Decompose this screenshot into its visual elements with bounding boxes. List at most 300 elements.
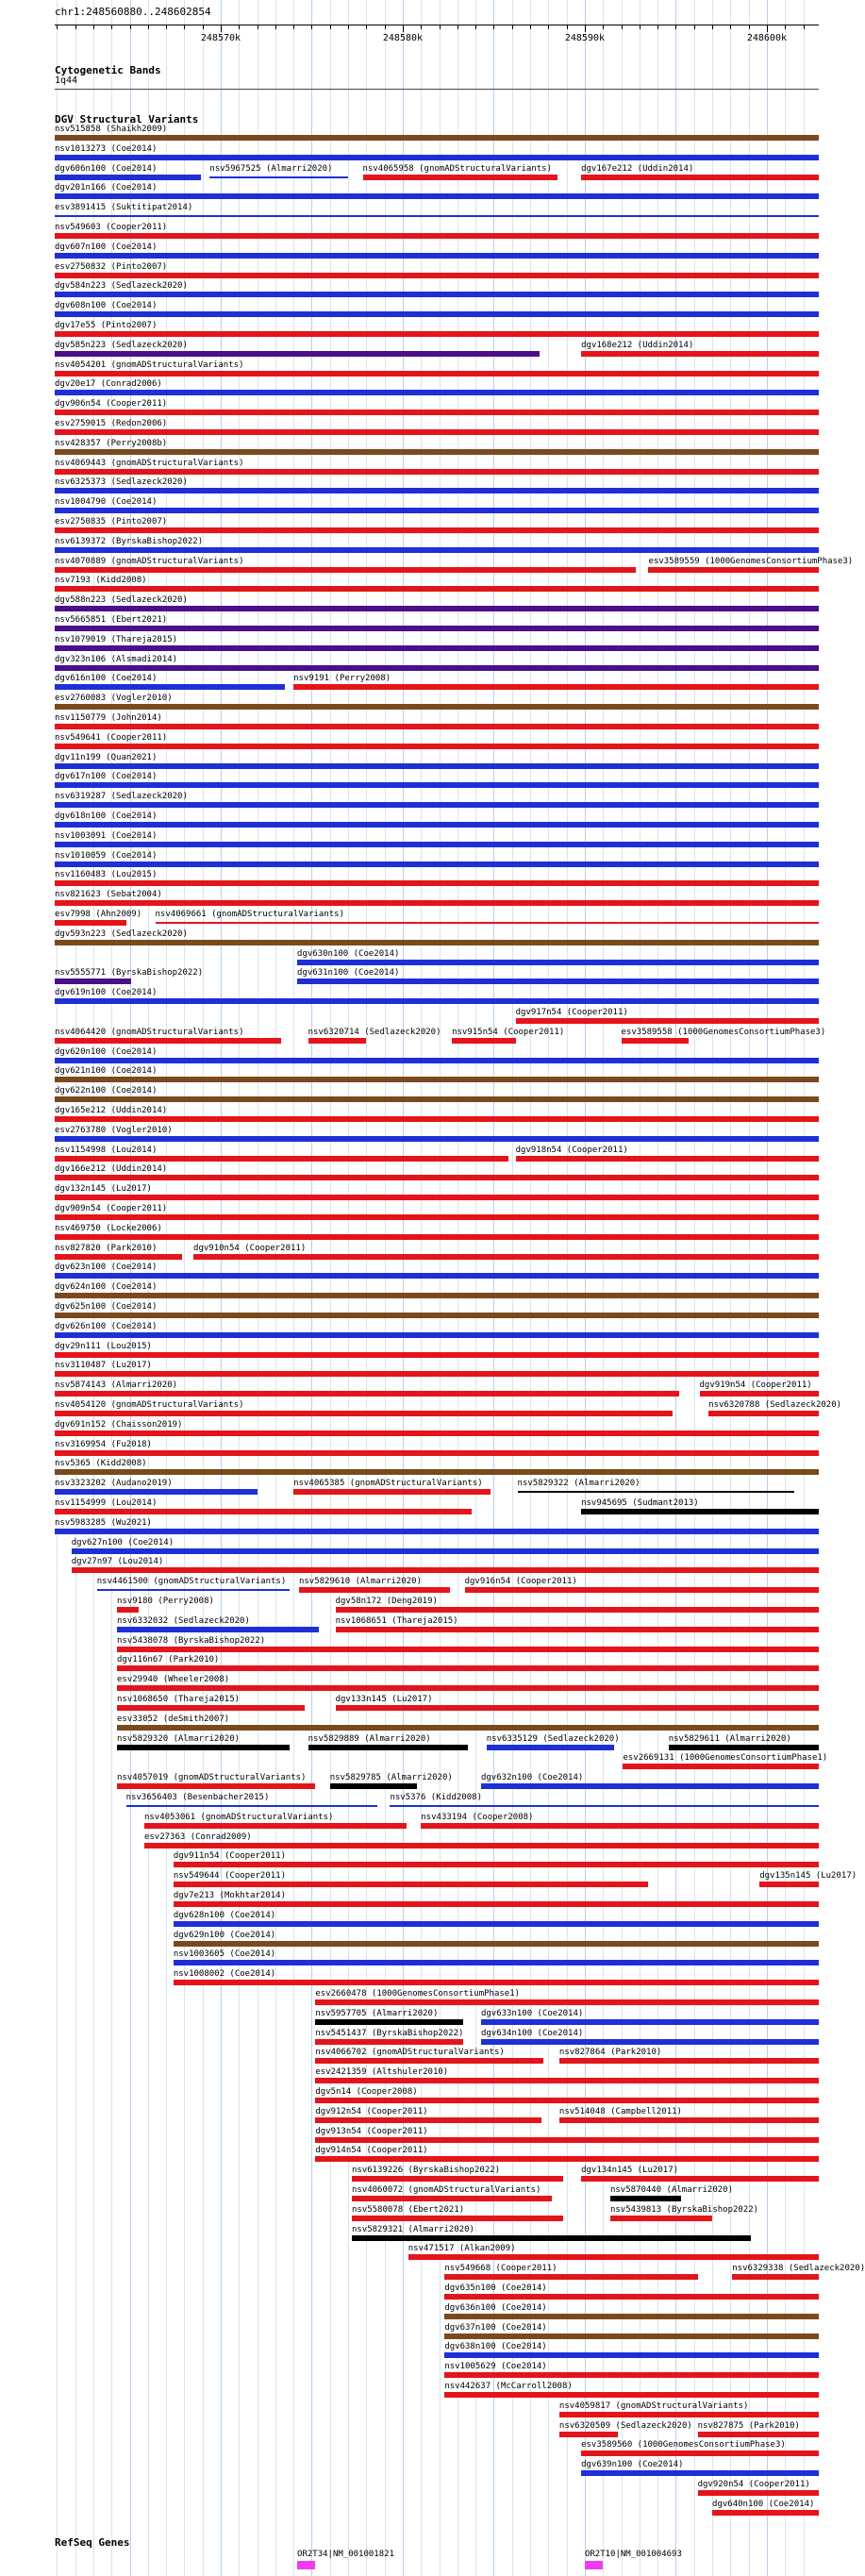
sv-feature-bar[interactable]	[481, 2039, 819, 2045]
ruler-tick	[166, 25, 167, 29]
sv-feature-label: dgv627n100 (Coe2014)	[71, 1537, 175, 1547]
sv-feature-bar[interactable]	[55, 527, 819, 533]
sv-feature-bar[interactable]	[55, 1430, 819, 1436]
sv-feature-label: nsv5957705 (Almarri2020)	[315, 2008, 439, 2018]
grid-line	[203, 0, 204, 2576]
sv-feature-label: dgv639n100 (Coe2014)	[581, 2460, 684, 2470]
sv-feature-label: nsv4053061 (gnomADStructuralVariants)	[143, 1812, 334, 1822]
sv-feature-label: nsv1005629 (Coe2014)	[444, 2362, 547, 2372]
sv-feature-label: nsv6320788 (Sedlazeck2020)	[708, 1400, 842, 1410]
sv-feature-label: nsv471517 (Alkan2009)	[408, 2244, 516, 2254]
sv-feature-bar[interactable]	[444, 2294, 819, 2300]
sv-feature-label: dgv165e212 (Uddin2014)	[55, 1106, 168, 1115]
sv-feature-bar[interactable]	[55, 1214, 819, 1220]
sv-feature-bar[interactable]	[55, 331, 819, 337]
sv-feature-label: dgv630n100 (Coe2014)	[297, 948, 400, 959]
sv-feature-label: dgv606n100 (Coe2014)	[55, 163, 158, 174]
sv-feature-label: nsv5365 (Kidd2008)	[55, 1459, 147, 1469]
sv-feature-label: nsv1013273 (Coe2014)	[55, 143, 158, 154]
sv-feature-bar[interactable]	[55, 861, 819, 867]
sv-feature-bar[interactable]	[352, 2196, 552, 2201]
sv-feature-bar[interactable]	[55, 233, 819, 239]
sv-feature-bar[interactable]	[293, 1489, 490, 1495]
sv-feature-bar[interactable]	[315, 2019, 462, 2025]
sv-feature-bar[interactable]	[487, 1745, 614, 1750]
sv-feature-bar[interactable]	[336, 1607, 819, 1613]
sv-feature-bar[interactable]	[55, 724, 819, 729]
sv-feature-label: nsv4069661 (gnomADStructuralVariants)	[155, 910, 344, 919]
sv-feature-bar[interactable]	[581, 2451, 819, 2456]
grid-line	[239, 0, 240, 2576]
sv-feature-bar[interactable]	[444, 2372, 819, 2378]
sv-feature-bar[interactable]	[481, 1783, 819, 1789]
sv-feature-bar[interactable]	[408, 2254, 819, 2260]
gene-bar[interactable]	[585, 2561, 603, 2569]
sv-feature-bar[interactable]	[117, 1783, 315, 1789]
sv-feature-bar[interactable]	[117, 1745, 290, 1750]
grid-line	[184, 0, 185, 2576]
sv-feature-label: nsv6319287 (Sedlazeck2020)	[55, 792, 188, 802]
sv-feature-bar[interactable]	[55, 940, 819, 945]
sv-feature-bar[interactable]	[55, 488, 819, 493]
sv-feature-bar[interactable]	[581, 175, 819, 180]
sv-feature-label: nsv3169954 (Fu2018)	[55, 1439, 152, 1449]
sv-feature-bar[interactable]	[581, 2470, 819, 2476]
sv-feature-label: dgv906n54 (Cooper2011)	[55, 399, 168, 410]
sv-feature-bar[interactable]	[559, 2432, 618, 2437]
sv-feature-bar[interactable]	[97, 1589, 291, 1591]
sv-feature-label: nsv4059817 (gnomADStructuralVariants)	[558, 2400, 749, 2411]
cytoband-divider	[55, 89, 819, 90]
sv-feature-bar[interactable]	[126, 1805, 377, 1807]
sv-feature-label: dgv640n100 (Coe2014)	[712, 2499, 815, 2509]
sv-feature-label: dgv916n54 (Cooper2011)	[464, 1577, 577, 1587]
sv-feature-label: dgv633n100 (Coe2014)	[480, 2008, 584, 2018]
sv-feature-label: dgv29n111 (Lou2015)	[55, 1341, 152, 1351]
sv-feature-bar[interactable]	[55, 371, 819, 376]
sv-feature-bar[interactable]	[315, 2058, 542, 2064]
sv-feature-bar[interactable]	[193, 1254, 819, 1260]
sv-feature-label: nsv469750 (Locke2006)	[55, 1223, 162, 1233]
gene-label: OR2T34|NM_001001821	[297, 2550, 394, 2559]
sv-feature-bar[interactable]	[55, 920, 126, 926]
sv-feature-bar[interactable]	[55, 1175, 819, 1180]
sv-feature-bar[interactable]	[174, 1960, 819, 1965]
ruler-tick	[93, 25, 94, 29]
sv-feature-label: esv3589559 (1000GenomesConsortiumPhase3)	[648, 556, 854, 566]
sv-feature-bar[interactable]	[581, 351, 819, 357]
sv-feature-label: esv2763780 (Vogler2010)	[55, 1125, 173, 1135]
sv-feature-bar[interactable]	[55, 645, 819, 651]
sv-feature-bar[interactable]	[55, 1234, 819, 1240]
sv-feature-bar[interactable]	[72, 1548, 819, 1554]
sv-feature-bar[interactable]	[55, 763, 819, 769]
sv-feature-bar[interactable]	[712, 2510, 819, 2516]
ruler-tick	[57, 25, 58, 29]
sv-feature-bar[interactable]	[55, 253, 819, 259]
sv-feature-bar[interactable]	[55, 273, 819, 278]
sv-feature-bar[interactable]	[55, 1136, 819, 1142]
sv-feature-label: nsv549603 (Cooper2011)	[55, 223, 168, 232]
ruler-tick	[275, 25, 276, 29]
ruler-tick	[457, 25, 458, 29]
sv-feature-label: nsv5580078 (Ebert2021)	[351, 2204, 465, 2215]
refseq-track-title: RefSeq Genes	[55, 2536, 130, 2549]
sv-feature-label: nsv1003091 (Coe2014)	[55, 830, 158, 841]
sv-feature-bar[interactable]	[559, 2412, 819, 2417]
sv-feature-bar[interactable]	[315, 2078, 819, 2083]
sv-feature-bar[interactable]	[55, 606, 819, 611]
sv-feature-bar[interactable]	[732, 2274, 819, 2280]
sv-feature-bar[interactable]	[55, 1058, 819, 1063]
ruler-tick	[111, 25, 112, 29]
sv-feature-label: dgv588n223 (Sedlazeck2020)	[55, 595, 188, 606]
sv-feature-bar[interactable]	[55, 175, 201, 180]
sv-feature-bar[interactable]	[648, 567, 819, 573]
sv-feature-label: esv3589558 (1000GenomesConsortiumPhase3)	[621, 1027, 826, 1037]
sv-feature-bar[interactable]	[55, 351, 540, 357]
sv-feature-bar[interactable]	[55, 1313, 819, 1318]
sv-feature-label: nsv5451437 (ByrskaBishop2022)	[315, 2028, 464, 2038]
sv-feature-bar[interactable]	[698, 2490, 819, 2496]
sv-feature-bar[interactable]	[516, 1156, 819, 1162]
sv-feature-label: nsv1160483 (Lou2015)	[55, 870, 158, 880]
sv-feature-bar[interactable]	[174, 1941, 819, 1947]
sv-feature-bar[interactable]	[117, 1725, 819, 1731]
sv-feature-label: nsv1154999 (Lou2014)	[55, 1498, 158, 1508]
sv-feature-bar[interactable]	[336, 1627, 819, 1632]
sv-feature-bar[interactable]	[559, 2117, 819, 2123]
sv-feature-label: dgv620n100 (Coe2014)	[55, 1046, 158, 1057]
sv-feature-bar[interactable]	[55, 744, 819, 749]
sv-feature-label: esv29940 (Wheeler2008)	[116, 1675, 230, 1685]
grid-line	[804, 0, 805, 2576]
sv-feature-bar[interactable]	[308, 1038, 367, 1044]
sv-feature-label: dgv913n54 (Cooper2011)	[315, 2126, 428, 2136]
sv-feature-label: dgv625n100 (Coe2014)	[55, 1302, 158, 1312]
sv-feature-bar[interactable]	[55, 215, 819, 217]
sv-feature-bar[interactable]	[55, 292, 819, 297]
sv-feature-label: nsv827864 (Park2010)	[558, 2048, 662, 2058]
ruler-tick	[622, 25, 623, 29]
sv-feature-bar[interactable]	[336, 1705, 819, 1711]
ruler-tick	[567, 25, 568, 29]
sv-feature-label: nsv4070889 (gnomADStructuralVariants)	[55, 556, 244, 566]
sv-feature-bar[interactable]	[55, 1077, 819, 1082]
sv-feature-bar[interactable]	[55, 684, 285, 690]
sv-feature-label: nsv4065958 (gnomADStructuralVariants)	[362, 163, 552, 174]
sv-feature-bar[interactable]	[708, 1411, 819, 1416]
sv-feature-bar[interactable]	[55, 586, 819, 592]
sv-feature-bar[interactable]	[55, 626, 819, 631]
sv-feature-bar[interactable]	[55, 782, 819, 788]
sv-feature-label: nsv1079019 (Thareja2015)	[55, 634, 178, 644]
sv-feature-bar[interactable]	[315, 2156, 819, 2162]
sv-feature-bar[interactable]	[55, 567, 636, 573]
ruler-tick	[675, 25, 676, 29]
sv-feature-label: nsv4054201 (gnomADStructuralVariants)	[55, 360, 244, 370]
sv-feature-bar[interactable]	[559, 2058, 819, 2064]
sv-feature-label: esv2421359 (Altshuler2010)	[315, 2067, 449, 2078]
sv-feature-label: nsv514048 (Campbell2011)	[558, 2106, 682, 2116]
sv-feature-bar[interactable]	[55, 1096, 819, 1102]
sv-feature-bar[interactable]	[55, 665, 819, 671]
sv-feature-bar[interactable]	[698, 2432, 819, 2437]
sv-feature-bar[interactable]	[174, 1980, 819, 1985]
sv-feature-label: dgv17e55 (Pinto2007)	[55, 321, 158, 330]
sv-feature-bar[interactable]	[352, 2235, 751, 2241]
sv-feature-label: dgv637n100 (Coe2014)	[444, 2322, 547, 2333]
sv-feature-bar[interactable]	[759, 1882, 819, 1887]
sv-feature-label: nsv5829320 (Almarri2020)	[116, 1733, 241, 1744]
sv-feature-label: dgv132n145 (Lu2017)	[55, 1184, 152, 1195]
sv-feature-bar[interactable]	[610, 2196, 681, 2201]
sv-feature-label: dgv910n54 (Cooper2011)	[193, 1243, 307, 1253]
sv-feature-bar[interactable]	[55, 390, 819, 395]
sv-feature-bar[interactable]	[315, 2098, 819, 2103]
sv-feature-label: nsv5967525 (Almarri2020)	[209, 163, 333, 174]
sv-feature-bar[interactable]	[117, 1665, 819, 1671]
sv-feature-label: nsv3323202 (Audano2019)	[55, 1479, 173, 1489]
sv-feature-bar[interactable]	[55, 802, 819, 808]
sv-feature-bar[interactable]	[55, 1469, 819, 1475]
sv-feature-label: dgv618n100 (Coe2014)	[55, 811, 158, 821]
sv-feature-bar[interactable]	[55, 1509, 472, 1514]
sv-feature-bar[interactable]	[297, 960, 819, 965]
sv-feature-bar[interactable]	[55, 842, 819, 847]
sv-feature-bar[interactable]	[444, 2274, 697, 2280]
sv-feature-bar[interactable]	[144, 1823, 407, 1829]
sv-feature-label: nsv4054120 (gnomADStructuralVariants)	[55, 1400, 244, 1410]
sv-feature-bar[interactable]	[352, 2176, 563, 2182]
sv-feature-bar[interactable]	[581, 2176, 819, 2182]
sv-feature-bar[interactable]	[55, 1156, 508, 1162]
sv-feature-bar[interactable]	[55, 704, 819, 710]
sv-feature-bar[interactable]	[174, 1901, 819, 1907]
sv-feature-bar[interactable]	[55, 135, 819, 141]
sv-feature-bar[interactable]	[363, 175, 557, 180]
sv-feature-bar[interactable]	[55, 410, 819, 415]
sv-feature-label: nsv549668 (Cooper2011)	[444, 2264, 557, 2274]
sv-feature-bar[interactable]	[444, 2314, 819, 2319]
grid-line	[603, 0, 604, 2576]
sv-feature-label: esv2759015 (Redon2006)	[55, 419, 168, 428]
sv-feature-label: nsv6320509 (Sedlazeck2020)	[558, 2420, 692, 2431]
ruler-tick	[548, 25, 549, 29]
sv-feature-bar[interactable]	[444, 2392, 819, 2398]
sv-feature-bar[interactable]	[293, 684, 819, 690]
sv-feature-label: nsv1010059 (Coe2014)	[55, 850, 158, 861]
sv-feature-label: dgv919n54 (Cooper2011)	[699, 1380, 812, 1391]
sv-feature-label: esv2750835 (Pinto2007)	[55, 517, 168, 527]
sv-feature-bar[interactable]	[315, 2137, 819, 2143]
ruler-tick	[804, 25, 805, 29]
sv-feature-bar[interactable]	[444, 2333, 819, 2339]
sv-feature-bar[interactable]	[623, 1764, 819, 1769]
sv-feature-label: dgv920n54 (Cooper2011)	[697, 2480, 810, 2489]
sv-feature-label: nsv1068651 (Thareja2015)	[335, 1615, 458, 1626]
sv-feature-label: dgv201n166 (Coe2014)	[55, 183, 158, 193]
ruler-tick	[512, 25, 513, 29]
sv-feature-label: esv2660478 (1000GenomesConsortiumPhase1)	[315, 1989, 521, 1999]
ruler-tick	[585, 25, 586, 32]
sv-feature-bar[interactable]	[516, 1018, 819, 1024]
sv-feature-label: dgv691n152 (Chaisson2019)	[55, 1419, 183, 1430]
sv-feature-label: dgv58n172 (Deng2019)	[335, 1597, 438, 1606]
ruler-tick	[730, 25, 731, 29]
sv-feature-label: nsv827820 (Park2010)	[55, 1243, 158, 1253]
ruler-tick-label: 248570k	[200, 33, 241, 43]
sv-feature-label: esv2760083 (Vogler2010)	[55, 694, 173, 704]
sv-feature-label: dgv918n54 (Cooper2011)	[515, 1145, 628, 1155]
sv-feature-bar[interactable]	[610, 2216, 712, 2221]
sv-feature-bar[interactable]	[55, 900, 819, 906]
coordinate-ruler	[55, 25, 819, 53]
sv-feature-label: nsv9180 (Perry2008)	[116, 1597, 214, 1606]
sv-feature-bar[interactable]	[55, 1391, 679, 1397]
sv-feature-bar[interactable]	[117, 1647, 819, 1652]
sv-feature-bar[interactable]	[55, 1293, 819, 1298]
sv-feature-label: nsv5829321 (Almarri2020)	[351, 2224, 474, 2234]
sv-feature-label: dgv624n100 (Coe2014)	[55, 1282, 158, 1293]
sv-feature-bar[interactable]	[669, 1745, 819, 1750]
sv-feature-bar[interactable]	[518, 1491, 794, 1493]
sv-feature-label: nsv442637 (McCarroll2008)	[444, 2382, 573, 2391]
sv-feature-label: nsv827875 (Park2010)	[697, 2420, 800, 2431]
sv-feature-bar[interactable]	[209, 176, 348, 178]
sv-feature-label: nsv5829611 (Almarri2020)	[668, 1733, 791, 1744]
sv-feature-label: dgv5n14 (Cooper2008)	[315, 2087, 418, 2097]
sv-feature-label: nsv6320714 (Sedlazeck2020)	[308, 1027, 441, 1037]
sv-feature-bar[interactable]	[55, 998, 819, 1004]
sv-feature-bar[interactable]	[55, 822, 819, 828]
sv-feature-bar[interactable]	[117, 1607, 139, 1613]
sv-feature-bar[interactable]	[55, 1038, 281, 1044]
sv-feature-bar[interactable]	[352, 2216, 563, 2221]
sv-feature-bar[interactable]	[297, 979, 819, 984]
sv-feature-bar[interactable]	[55, 1254, 182, 1260]
sv-feature-label: nsv6325373 (Sedlazeck2020)	[55, 477, 188, 488]
sv-feature-label: nsv5829785 (Almarri2020)	[329, 1773, 453, 1783]
sv-feature-bar[interactable]	[55, 1273, 819, 1279]
sv-feature-bar[interactable]	[444, 2352, 819, 2358]
sv-feature-bar[interactable]	[700, 1391, 819, 1397]
sv-feature-label: dgv914n54 (Cooper2011)	[315, 2146, 428, 2156]
sv-feature-label: dgv635n100 (Coe2014)	[444, 2283, 547, 2293]
sv-feature-label: dgv912n54 (Cooper2011)	[315, 2106, 428, 2116]
ruler-tick	[785, 25, 786, 29]
sv-feature-bar[interactable]	[581, 1509, 819, 1514]
sv-feature-label: nsv4065385 (gnomADStructuralVariants)	[293, 1479, 483, 1489]
sv-feature-bar[interactable]	[55, 449, 819, 455]
sv-feature-bar[interactable]	[55, 1489, 258, 1495]
location-label: chr1:248560880..248602854	[55, 6, 211, 18]
sv-feature-bar[interactable]	[390, 1805, 819, 1807]
sv-feature-label: dgv629n100 (Coe2014)	[173, 1930, 276, 1940]
sv-feature-label: esv33052 (deSmith2007)	[116, 1714, 230, 1724]
sv-feature-bar[interactable]	[315, 2039, 462, 2045]
sv-feature-bar[interactable]	[622, 1038, 689, 1044]
sv-feature-label: nsv4066702 (gnomADStructuralVariants)	[315, 2048, 505, 2058]
sv-feature-bar[interactable]	[55, 1352, 819, 1358]
sv-feature-bar[interactable]	[55, 193, 819, 199]
sv-feature-bar[interactable]	[330, 1783, 418, 1789]
ruler-tick	[475, 25, 476, 29]
sv-feature-label: dgv616n100 (Coe2014)	[55, 674, 158, 684]
sv-feature-bar[interactable]	[55, 1529, 819, 1534]
sv-feature-bar[interactable]	[72, 1567, 819, 1573]
sv-feature-bar[interactable]	[174, 1921, 819, 1927]
sv-feature-bar[interactable]	[144, 1843, 819, 1848]
sv-feature-bar[interactable]	[55, 979, 131, 984]
sv-feature-bar[interactable]	[55, 155, 819, 160]
sv-feature-label: dgv134n145 (Lu2017)	[581, 2166, 679, 2176]
sv-feature-bar[interactable]	[465, 1587, 819, 1593]
sv-feature-bar[interactable]	[174, 1862, 819, 1867]
sv-feature-bar[interactable]	[299, 1587, 450, 1593]
sv-feature-label: dgv909n54 (Cooper2011)	[55, 1204, 168, 1213]
sv-feature-label: esv7998 (Ahn2009)	[55, 910, 142, 919]
sv-feature-label: nsv549641 (Cooper2011)	[55, 732, 168, 743]
sv-feature-bar[interactable]	[55, 1371, 819, 1377]
ruler-tick-label: 248590k	[564, 33, 606, 43]
sv-feature-bar[interactable]	[55, 1332, 819, 1338]
sv-feature-bar[interactable]	[55, 1195, 819, 1200]
sv-feature-bar[interactable]	[55, 311, 819, 317]
sv-feature-bar[interactable]	[117, 1705, 305, 1711]
dgv-track-title: DGV Structural Variants	[55, 113, 199, 125]
sv-feature-bar[interactable]	[55, 508, 819, 513]
sv-feature-bar[interactable]	[117, 1627, 319, 1632]
sv-feature-label: nsv6332032 (Sedlazeck2020)	[116, 1615, 250, 1626]
sv-feature-bar[interactable]	[55, 547, 819, 553]
sv-feature-label: nsv5376 (Kidd2008)	[390, 1793, 482, 1802]
sv-feature-label: nsv433194 (Cooper2008)	[421, 1812, 534, 1822]
sv-feature-bar[interactable]	[421, 1823, 819, 1829]
sv-feature-label: dgv166e212 (Uddin2014)	[55, 1164, 168, 1175]
sv-feature-bar[interactable]	[55, 1411, 673, 1416]
sv-feature-bar[interactable]	[315, 2117, 541, 2123]
grid-line	[275, 0, 276, 2576]
grid-line	[548, 0, 549, 2576]
sv-feature-bar[interactable]	[55, 1116, 819, 1122]
sv-feature-bar[interactable]	[55, 880, 819, 886]
sv-feature-bar[interactable]	[308, 1745, 469, 1750]
gene-label: OR2T10|NM_001004693	[584, 2550, 682, 2559]
sv-feature-label: nsv5438078 (ByrskaBishop2022)	[116, 1635, 266, 1646]
sv-feature-label: dgv135n145 (Lu2017)	[759, 1871, 857, 1882]
sv-feature-bar[interactable]	[55, 1450, 819, 1456]
ruler-tick	[203, 25, 204, 29]
sv-feature-bar[interactable]	[452, 1038, 516, 1044]
sv-feature-bar[interactable]	[481, 2019, 819, 2025]
sv-feature-bar[interactable]	[315, 1999, 819, 2005]
grid-line	[585, 0, 586, 2576]
sv-feature-label: nsv3656403 (Besenbacher2015)	[125, 1793, 270, 1802]
ruler-tick	[293, 25, 294, 29]
ruler-tick	[603, 25, 604, 29]
ruler-tick	[184, 25, 185, 29]
sv-feature-label: nsv4064420 (gnomADStructuralVariants)	[55, 1027, 244, 1037]
sv-feature-bar[interactable]	[156, 922, 819, 924]
sv-feature-bar[interactable]	[55, 429, 819, 435]
sv-feature-bar[interactable]	[55, 469, 819, 475]
sv-feature-label: dgv638n100 (Coe2014)	[444, 2342, 547, 2352]
sv-feature-label: nsv5983285 (Wu2021)	[55, 1517, 152, 1528]
gene-bar[interactable]	[297, 2561, 315, 2569]
sv-feature-bar[interactable]	[174, 1882, 649, 1887]
sv-feature-bar[interactable]	[117, 1685, 819, 1691]
